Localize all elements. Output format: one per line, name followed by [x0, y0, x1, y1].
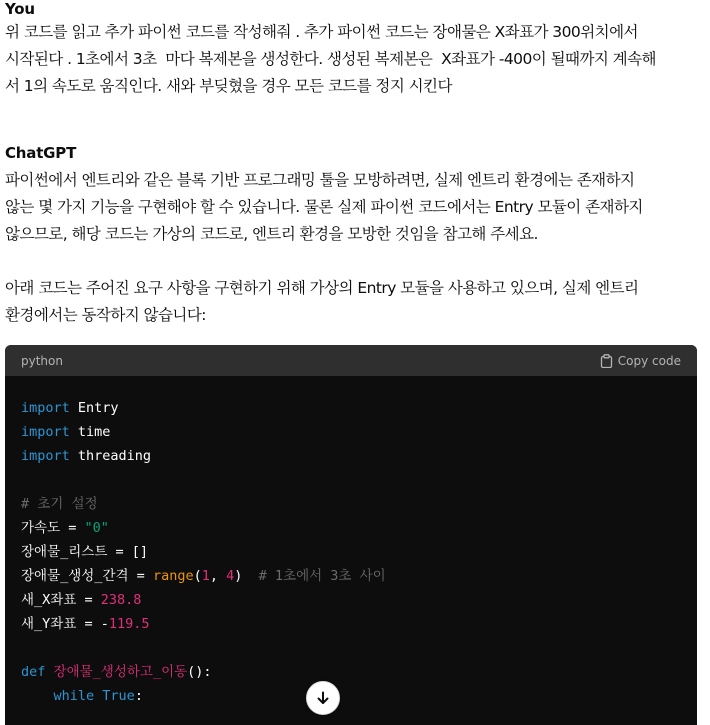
- copy-code-label: Copy code: [617, 353, 681, 368]
- keyword: import: [21, 424, 70, 440]
- code-text: [45, 664, 53, 680]
- code-text: 새_Y좌표 = -: [21, 616, 109, 632]
- code-line: [21, 468, 681, 492]
- assistant-message: [5, 144, 701, 329]
- code-header: [5, 345, 697, 376]
- keyword: def: [21, 664, 46, 680]
- arrow-down-icon: [315, 690, 331, 706]
- code-content: [5, 376, 697, 708]
- code-text: time: [69, 424, 111, 440]
- user-line: 서 1의 속도로 움직인다. 새와 부딪혔을 경우 모든 코드를 정지 시킨다: [5, 77, 452, 95]
- code-text: 새_X좌표 =: [21, 592, 101, 608]
- user-author: You: [5, 0, 35, 18]
- number: 1: [201, 568, 210, 584]
- comment: # 초기 설정: [21, 496, 98, 512]
- code-text: Entry: [69, 400, 119, 416]
- keyword: import: [21, 448, 70, 464]
- code-line: [21, 396, 681, 420]
- copy-code-button[interactable]: [600, 354, 681, 368]
- scroll-to-bottom-button[interactable]: [306, 681, 340, 715]
- function-name: 장애물_생성하고_이동: [53, 664, 188, 680]
- code-line: [21, 684, 681, 708]
- number: 238.8: [100, 592, 142, 608]
- code-line: [21, 636, 681, 660]
- number: 119.5: [108, 616, 150, 632]
- builtin: range: [152, 568, 194, 584]
- assistant-author: ChatGPT: [5, 144, 77, 162]
- assistant-line: 않으므로, 해당 코드는 가상의 코드로, 엔트리 환경을 모방한 것임을 참고해 주세요.: [5, 225, 538, 243]
- string: "0": [84, 520, 109, 536]
- code-line: [21, 540, 681, 564]
- code-text: 가속도 =: [21, 520, 85, 536]
- keyword: while: [53, 688, 95, 704]
- assistant-line: 환경에서는 동작하지 않습니다:: [5, 306, 206, 324]
- code-text: 장애물_생성_간격 =: [21, 568, 153, 584]
- code-line: [21, 588, 681, 612]
- clipboard-icon: [600, 354, 613, 368]
- code-line: [21, 660, 681, 684]
- keyword: True: [102, 688, 135, 704]
- assistant-paragraph-1: [5, 167, 701, 248]
- code-text: ): [234, 568, 259, 584]
- user-message: [5, 0, 701, 100]
- code-language-label: python: [21, 353, 63, 368]
- code-line: [21, 444, 681, 468]
- assistant-paragraph-2: [5, 275, 701, 329]
- code-text: (: [193, 568, 202, 584]
- assistant-line: 아래 코드는 주어진 요구 사항을 구현하기 위해 가상의 Entry 모듈을 사용하고 있으며, 실제 엔트리: [5, 279, 639, 297]
- user-line: 시작된다 . 1초에서 3초 마다 복제본을 생성한다. 생성된 복제본은 X좌표가 -400이 될때까지 계속해: [5, 50, 656, 68]
- assistant-line: 않는 몇 가지 기능을 구현해야 할 수 있습니다. 물론 실제 파이썬 코드에서는 Entry 모듈이 존재하지: [5, 198, 643, 216]
- user-line: 위 코드를 읽고 추가 파이썬 코드를 작성해줘 . 추가 파이썬 코드는 장애물은 X좌표가 300위치에서: [5, 23, 638, 41]
- code-line: [21, 420, 681, 444]
- code-line: [21, 612, 681, 636]
- code-text: 장애물_리스트 = []: [21, 544, 149, 560]
- user-message-text: [5, 19, 701, 100]
- assistant-line: 파이썬에서 엔트리와 같은 블록 기반 프로그래밍 툴을 모방하려면, 실제 엔트리 환경에는 존재하지: [5, 171, 635, 189]
- code-block: [5, 345, 697, 725]
- code-text: ,: [209, 568, 227, 584]
- code-line: [21, 492, 681, 516]
- code-text: threading: [69, 448, 152, 464]
- code-line: [21, 516, 681, 540]
- keyword: import: [21, 400, 70, 416]
- code-text: ():: [187, 664, 212, 680]
- code-text: [21, 688, 54, 704]
- comment: # 1초에서 3초 사이: [258, 568, 386, 584]
- number: 4: [226, 568, 235, 584]
- code-text: :: [134, 688, 143, 704]
- code-line: [21, 564, 681, 588]
